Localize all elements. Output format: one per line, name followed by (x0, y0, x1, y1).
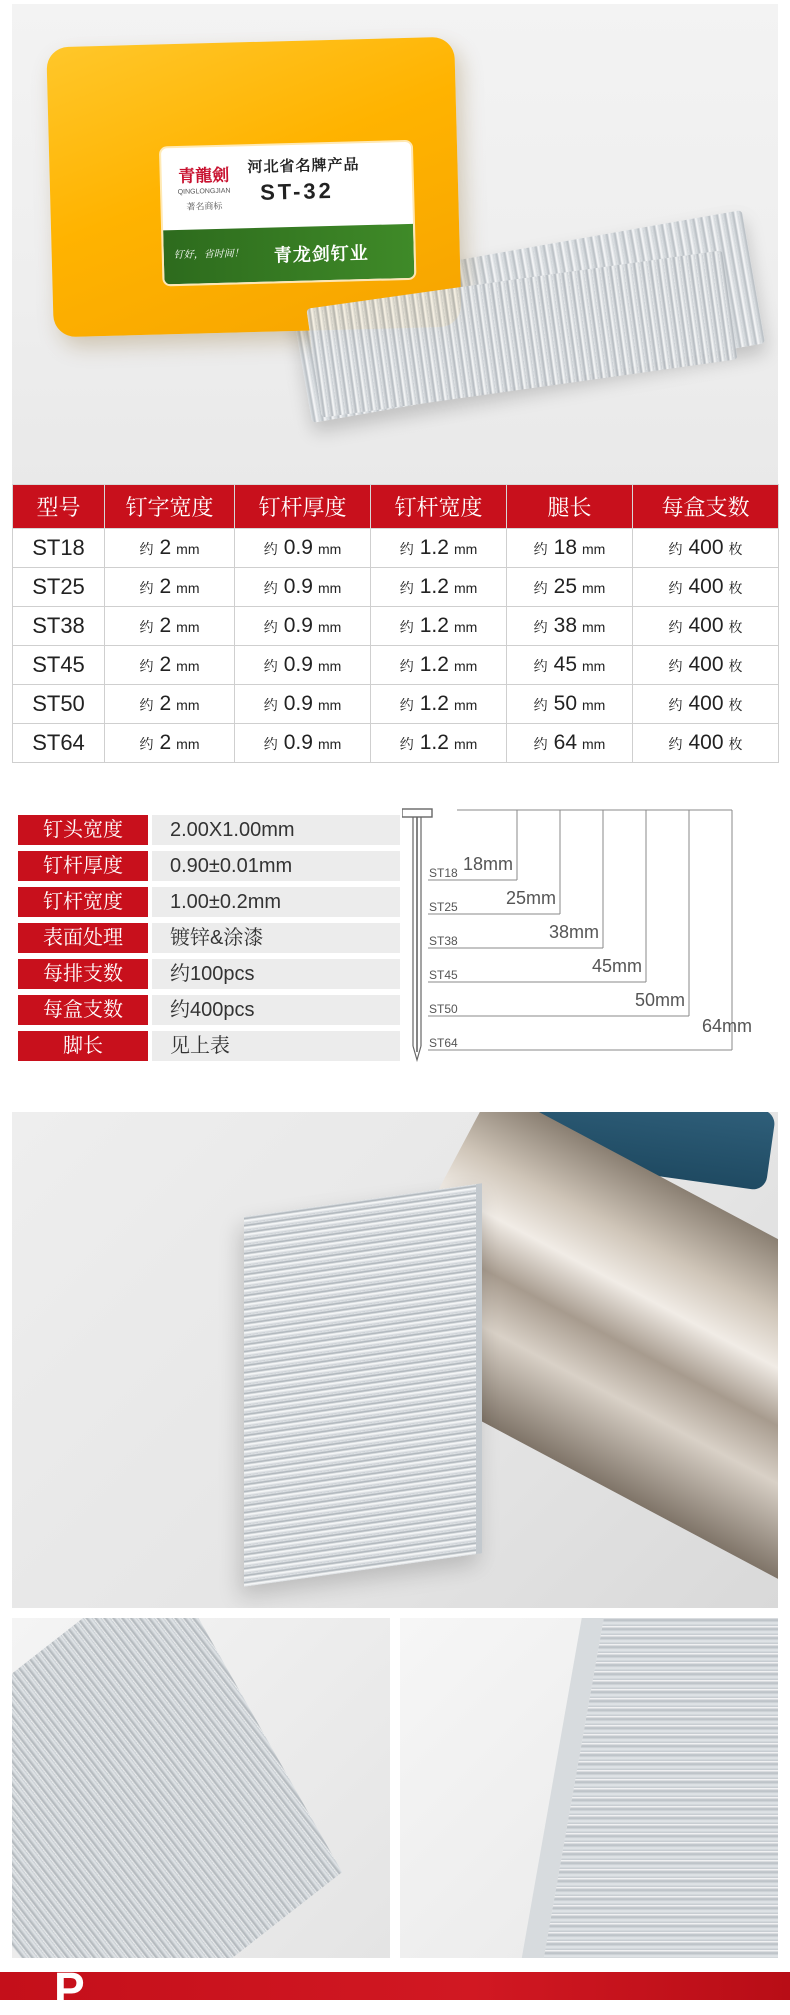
value: 0.9 (283, 575, 313, 598)
cell-shank-width (371, 607, 507, 646)
diagram-length-label: 25mm (505, 888, 556, 908)
value: 2 (159, 731, 172, 754)
value: 2 (159, 536, 172, 559)
approx-prefix: 约 (668, 697, 683, 713)
approx-prefix: 约 (139, 697, 154, 713)
cell-leg-length (507, 607, 633, 646)
spec-table (12, 484, 779, 763)
approx-prefix: 约 (263, 697, 278, 713)
value: 0.9 (283, 692, 313, 715)
value: 400 (688, 731, 724, 754)
header-head-width: 钉字宽度 (105, 485, 235, 529)
value: 50 (553, 692, 578, 715)
header-shank-thickness: 钉杆厚度 (235, 485, 371, 529)
table-row (13, 685, 779, 724)
value: 2 (159, 614, 172, 637)
hero-product-photo (12, 4, 778, 484)
header-per-box: 每盒支数 (633, 485, 779, 529)
table-row (13, 607, 779, 646)
approx-prefix: 约 (139, 658, 154, 674)
value: 2 (159, 692, 172, 715)
unit: mm (176, 580, 200, 596)
diagram-length-label: 38mm (548, 922, 599, 942)
value: 0.9 (283, 614, 313, 637)
cell-head-width (105, 646, 235, 685)
param-value: 1.00±0.2mm (152, 887, 400, 917)
cell-shank-width (371, 724, 507, 763)
approx-prefix: 约 (533, 736, 548, 752)
unit: mm (453, 736, 478, 752)
approx-prefix: 约 (533, 619, 548, 635)
value: 400 (688, 692, 724, 715)
unit: mm (317, 658, 342, 674)
cell-head-width (105, 724, 235, 763)
unit: 枚 (728, 580, 743, 596)
unit: 枚 (728, 541, 743, 557)
cell-shank-thickness (235, 607, 371, 646)
nail-silhouette (402, 809, 432, 1060)
param-row (18, 923, 400, 953)
cell-head-width (105, 568, 235, 607)
cell-model: ST38 (13, 607, 105, 646)
unit: mm (317, 580, 342, 596)
cell-shank-thickness (235, 568, 371, 607)
unit: mm (582, 541, 606, 557)
param-row (18, 959, 400, 989)
approx-prefix: 约 (139, 541, 154, 557)
section-banner (0, 1963, 790, 2015)
value: 0.9 (283, 536, 313, 559)
param-value: 镀锌&涂漆 (152, 923, 400, 953)
diagram-model-label: ST50 (429, 1002, 458, 1016)
unit: mm (453, 541, 478, 557)
cell-shank-width (371, 568, 507, 607)
cell-shank-thickness (235, 529, 371, 568)
diagram-model-label: ST25 (429, 900, 458, 914)
cell-shank-width (371, 685, 507, 724)
param-value: 2.00X1.00mm (152, 815, 400, 845)
param-key: 脚长 (18, 1031, 148, 1061)
nail-heads-photo (400, 1618, 778, 1958)
value: 45 (553, 653, 578, 676)
approx-prefix: 约 (668, 580, 683, 596)
unit: 枚 (728, 619, 743, 635)
cell-leg-length (507, 646, 633, 685)
value: 1.2 (419, 575, 449, 598)
cell-leg-length (507, 568, 633, 607)
approx-prefix: 约 (668, 619, 683, 635)
approx-prefix: 约 (668, 658, 683, 674)
diagram-model-label: ST64 (429, 1036, 458, 1050)
cell-shank-width (371, 646, 507, 685)
value: 2 (159, 575, 172, 598)
nail-length-diagram (402, 808, 777, 1068)
table-row (13, 568, 779, 607)
table-row (13, 724, 779, 763)
cell-per-box (633, 568, 779, 607)
table-row (13, 529, 779, 568)
value: 38 (553, 614, 578, 637)
cell-shank-thickness (235, 724, 371, 763)
unit: 枚 (728, 658, 743, 674)
cell-head-width (105, 529, 235, 568)
unit: mm (453, 697, 478, 713)
param-key: 每排支数 (18, 959, 148, 989)
approx-prefix: 约 (139, 619, 154, 635)
approx-prefix: 约 (533, 580, 548, 596)
company-name: 青龙剑钉业 (273, 243, 370, 266)
value: 64 (553, 731, 578, 754)
cell-shank-thickness (235, 685, 371, 724)
value: 1.2 (419, 731, 449, 754)
cell-per-box (633, 529, 779, 568)
param-row (18, 995, 400, 1025)
cell-model: ST64 (13, 724, 105, 763)
cell-model: ST45 (13, 646, 105, 685)
unit: mm (176, 736, 200, 752)
cell-model: ST18 (13, 529, 105, 568)
diagram-length-label: 18mm (462, 854, 513, 874)
nail-heads-image (516, 1618, 778, 1958)
approx-prefix: 约 (263, 580, 278, 596)
approx-prefix: 约 (533, 541, 548, 557)
param-value: 0.90±0.01mm (152, 851, 400, 881)
unit: mm (582, 580, 606, 596)
approx-prefix: 约 (533, 658, 548, 674)
nail-tips-photo (12, 1618, 390, 1958)
unit: mm (317, 736, 342, 752)
value: 400 (688, 536, 724, 559)
diagram-length-label: 64mm (702, 1016, 753, 1036)
cell-per-box (633, 646, 779, 685)
slogan: 钉好，省时间！ (173, 248, 244, 262)
approx-prefix: 约 (263, 619, 278, 635)
param-key: 钉杆厚度 (18, 851, 148, 881)
unit: mm (176, 697, 200, 713)
value: 2 (159, 653, 172, 676)
param-value: 约400pcs (152, 995, 400, 1025)
unit: mm (176, 619, 200, 635)
diagram-length-label: 45mm (591, 956, 642, 976)
cell-model: ST50 (13, 685, 105, 724)
diagram-model-label: ST45 (429, 968, 458, 982)
unit: mm (453, 658, 478, 674)
unit: mm (176, 541, 200, 557)
nail-tips-image (12, 1618, 385, 1958)
diagram-item (428, 810, 689, 1016)
approx-prefix: 约 (668, 736, 683, 752)
unit: mm (453, 619, 478, 635)
param-key: 表面处理 (18, 923, 148, 953)
label-green-band (163, 224, 414, 285)
value: 400 (688, 653, 724, 676)
cell-leg-length (507, 529, 633, 568)
brand-pinyin: QINGLONGJIAN (177, 187, 231, 196)
cell-per-box (633, 685, 779, 724)
nail-box-image (46, 37, 461, 338)
diagram-model-label: ST18 (429, 866, 458, 880)
value: 25 (553, 575, 578, 598)
approx-prefix: 约 (263, 736, 278, 752)
unit: mm (317, 541, 342, 557)
approx-prefix: 约 (139, 736, 154, 752)
unit: mm (582, 736, 606, 752)
approx-prefix: 约 (399, 619, 414, 635)
header-model: 型号 (13, 485, 105, 529)
cell-leg-length (507, 724, 633, 763)
unit: mm (582, 658, 606, 674)
approx-prefix: 约 (668, 541, 683, 557)
unit: 枚 (728, 736, 743, 752)
approx-prefix: 约 (399, 580, 414, 596)
box-label (161, 142, 414, 284)
unit: mm (317, 619, 342, 635)
value: 400 (688, 614, 724, 637)
param-row (18, 1031, 400, 1061)
parameter-list (18, 815, 400, 1067)
approx-prefix: 约 (399, 697, 414, 713)
box-model: ST-32 (259, 177, 335, 205)
value: 400 (688, 575, 724, 598)
param-key: 钉杆宽度 (18, 887, 148, 917)
param-row (18, 887, 400, 917)
province-title: 河北省名牌产品 (247, 156, 360, 177)
cell-shank-width (371, 529, 507, 568)
value: 0.9 (283, 653, 313, 676)
unit: 枚 (728, 697, 743, 713)
unit: mm (582, 697, 606, 713)
approx-prefix: 约 (263, 658, 278, 674)
spec-table-header-row (13, 485, 779, 529)
param-value: 约100pcs (152, 959, 400, 989)
param-row (18, 815, 400, 845)
approx-prefix: 约 (399, 658, 414, 674)
unit: mm (176, 658, 200, 674)
banner-letter: P (54, 1963, 85, 2015)
brand-logo-text: 青龍劍 (177, 165, 230, 187)
cell-per-box (633, 607, 779, 646)
cell-model: ST25 (13, 568, 105, 607)
value: 1.2 (419, 692, 449, 715)
diagram-length-label: 50mm (634, 990, 685, 1010)
approx-prefix: 约 (263, 541, 278, 557)
unit: mm (582, 619, 606, 635)
value: 1.2 (419, 536, 449, 559)
value: 18 (553, 536, 578, 559)
approx-prefix: 约 (533, 697, 548, 713)
diagram-item (428, 810, 517, 880)
cell-shank-thickness (235, 646, 371, 685)
nail-strip-closeup (244, 1183, 482, 1586)
brand-trademark: 著名商标 (186, 200, 223, 212)
nail-gun-photo (12, 1112, 778, 1608)
approx-prefix: 约 (399, 736, 414, 752)
cell-per-box (633, 724, 779, 763)
header-leg-length: 腿长 (507, 485, 633, 529)
param-value: 见上表 (152, 1031, 400, 1061)
param-key: 钉头宽度 (18, 815, 148, 845)
cell-leg-length (507, 685, 633, 724)
approx-prefix: 约 (139, 580, 154, 596)
unit: mm (453, 580, 478, 596)
brand-logo (167, 160, 240, 213)
header-shank-width: 钉杆宽度 (371, 485, 507, 529)
value: 1.2 (419, 614, 449, 637)
param-key: 每盒支数 (18, 995, 148, 1025)
param-row (18, 851, 400, 881)
value: 0.9 (283, 731, 313, 754)
cell-head-width (105, 685, 235, 724)
cell-head-width (105, 607, 235, 646)
approx-prefix: 约 (399, 541, 414, 557)
unit: mm (317, 697, 342, 713)
table-row (13, 646, 779, 685)
value: 1.2 (419, 653, 449, 676)
diagram-model-label: ST38 (429, 934, 458, 948)
